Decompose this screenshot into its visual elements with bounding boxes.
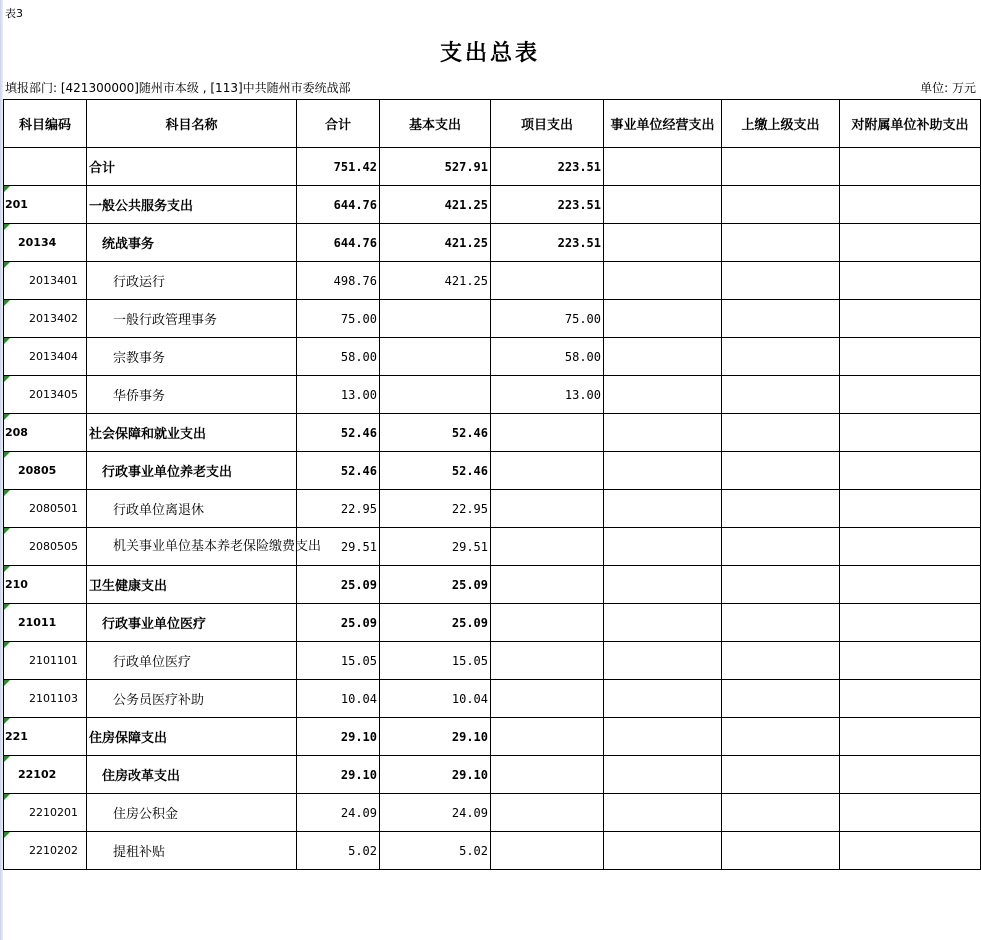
cell-project [491,452,604,490]
cell-subsidy [840,148,981,186]
cell-flag-marker [4,376,10,382]
cell-upper [722,718,840,756]
cell-code [4,186,87,224]
cell-upper [722,338,840,376]
cell-subsidy [840,528,981,566]
cell-total: 498.76 [297,262,380,300]
cell-basic [380,338,491,376]
table-row [4,338,981,376]
cell-project: 223.51 [491,148,604,186]
cell-business [604,718,722,756]
cell-business [604,262,722,300]
cell-project [491,528,604,566]
cell-name: 公务员医疗补助 [87,680,297,718]
table-row [4,832,981,870]
cell-name: 统战事务 [87,224,297,262]
cell-subsidy [840,794,981,832]
cell-subsidy [840,642,981,680]
cell-flag-marker [4,452,10,458]
table-body [4,148,981,870]
code-text: 20134 [18,236,57,249]
cell-code [4,338,87,376]
cell-business [604,756,722,794]
cell-upper [722,186,840,224]
cell-subsidy [840,186,981,224]
cell-name: 一般公共服务支出 [87,186,297,224]
cell-flag-marker [4,642,10,648]
cell-business [604,186,722,224]
cell-business [604,414,722,452]
cell-total: 29.51 [297,528,380,566]
cell-total: 24.09 [297,794,380,832]
cell-total: 751.42 [297,148,380,186]
code-text: 208 [5,426,28,439]
code-text: 2013401 [29,274,78,287]
cell-upper [722,604,840,642]
cell-name: 住房改革支出 [87,756,297,794]
cell-total: 13.00 [297,376,380,414]
cell-flag-marker [4,794,10,800]
cell-subsidy [840,680,981,718]
cell-name: 卫生健康支出 [87,566,297,604]
cell-business [604,376,722,414]
cell-flag-marker [4,300,10,306]
cell-name: 行政事业单位养老支出 [87,452,297,490]
table-row [4,186,981,224]
table-row [4,642,981,680]
header-name: 科目名称 [87,100,297,148]
cell-subsidy [840,832,981,870]
cell-upper [722,642,840,680]
header-code: 科目编码 [4,100,87,148]
cell-basic: 5.02 [380,832,491,870]
cell-subsidy [840,718,981,756]
cell-business [604,224,722,262]
unit-label: 单位: 万元 [920,81,976,95]
cell-upper [722,490,840,528]
table-row [4,528,981,566]
cell-flag-marker [4,224,10,230]
cell-code [4,832,87,870]
cell-upper [722,376,840,414]
cell-business [604,490,722,528]
cell-upper [722,262,840,300]
cell-basic: 421.25 [380,186,491,224]
cell-basic: 421.25 [380,262,491,300]
cell-basic: 527.91 [380,148,491,186]
cell-project [491,642,604,680]
cell-project: 223.51 [491,224,604,262]
cell-subsidy [840,300,981,338]
code-text: 2101101 [29,654,78,667]
cell-business [604,832,722,870]
header-basic: 基本支出 [380,100,491,148]
table-row [4,604,981,642]
cell-basic: 10.04 [380,680,491,718]
table-row [4,794,981,832]
cell-basic: 15.05 [380,642,491,680]
code-text: 201 [5,198,28,211]
cell-total: 25.09 [297,566,380,604]
cell-project [491,794,604,832]
header-business: 事业单位经营支出 [604,100,722,148]
cell-basic [380,300,491,338]
cell-flag-marker [4,414,10,420]
cell-name: 行政运行 [87,262,297,300]
cell-name: 住房公积金 [87,794,297,832]
cell-name: 合计 [87,148,297,186]
cell-project [491,414,604,452]
code-text: 2080501 [29,502,78,515]
cell-project: 223.51 [491,186,604,224]
code-text: 2013404 [29,350,78,363]
cell-project [491,604,604,642]
cell-business [604,300,722,338]
code-text: 2210202 [29,844,78,857]
cell-subsidy [840,376,981,414]
cell-code [4,718,87,756]
cell-basic: 24.09 [380,794,491,832]
cell-basic: 22.95 [380,490,491,528]
cell-flag-marker [4,338,10,344]
page-title: 支出总表 [439,40,540,66]
cell-name: 机关事业单位基本养老保险缴费支出 [87,528,297,566]
cell-project [491,756,604,794]
cell-name: 行政单位医疗 [87,642,297,680]
code-text: 21011 [18,616,57,629]
code-text: 2013405 [29,388,78,401]
table-row [4,262,981,300]
code-text: 210 [5,578,28,591]
cell-business [604,566,722,604]
cell-business [604,794,722,832]
cell-subsidy [840,452,981,490]
cell-subsidy [840,224,981,262]
code-text: 221 [5,730,28,743]
code-text: 2013402 [29,312,78,325]
cell-flag-marker [4,186,10,192]
cell-project [491,262,604,300]
cell-project: 75.00 [491,300,604,338]
cell-name: 行政单位离退休 [87,490,297,528]
cell-upper [722,300,840,338]
cell-name: 住房保障支出 [87,718,297,756]
cell-code [4,300,87,338]
cell-subsidy [840,262,981,300]
cell-name: 华侨事务 [87,376,297,414]
cell-flag-marker [4,262,10,268]
cell-flag-marker [4,566,10,572]
table-row [4,300,981,338]
cell-code [4,528,87,566]
cell-code [4,680,87,718]
cell-code [4,794,87,832]
cell-subsidy [840,338,981,376]
total-row [4,148,981,186]
header-row [4,100,981,148]
table-row [4,224,981,262]
cell-code [4,414,87,452]
cell-subsidy [840,490,981,528]
cell-project [491,832,604,870]
cell-upper [722,566,840,604]
cell-basic: 52.46 [380,414,491,452]
table-row [4,680,981,718]
cell-upper [722,528,840,566]
cell-flag-marker [4,604,10,610]
cell-total: 644.76 [297,224,380,262]
code-text: 2101103 [29,692,78,705]
cell-business [604,528,722,566]
cell-flag-marker [4,756,10,762]
cell-total: 58.00 [297,338,380,376]
sheet-tag: 表3 [5,7,23,20]
cell-total: 75.00 [297,300,380,338]
table-row [4,490,981,528]
cell-code [4,490,87,528]
cell-upper [722,414,840,452]
cell-subsidy [840,756,981,794]
cell-total: 5.02 [297,832,380,870]
cell-total: 52.46 [297,414,380,452]
cell-business [604,642,722,680]
cell-total: 10.04 [297,680,380,718]
header-total: 合计 [297,100,380,148]
cell-total: 644.76 [297,186,380,224]
cell-project [491,566,604,604]
cell-name: 行政事业单位医疗 [87,604,297,642]
expenditure-table [3,99,981,870]
code-text: 22102 [18,768,57,781]
cell-business [604,680,722,718]
cell-basic: 29.10 [380,756,491,794]
cell-business [604,604,722,642]
meta-row [5,79,976,95]
cell-code [4,756,87,794]
cell-total: 22.95 [297,490,380,528]
cell-basic: 25.09 [380,566,491,604]
filer-label: 填报部门: [421300000]随州市本级 , [113]中共随州市委统战部 [5,81,351,95]
cell-flag-marker [4,528,10,534]
cell-basic: 25.09 [380,604,491,642]
code-text: 20805 [18,464,57,477]
header-upper: 上缴上级支出 [722,100,840,148]
cell-total: 29.10 [297,718,380,756]
cell-flag-marker [4,490,10,496]
cell-flag-marker [4,680,10,686]
table-row [4,566,981,604]
table-row [4,376,981,414]
cell-project: 58.00 [491,338,604,376]
cell-code [4,452,87,490]
cell-flag-marker [4,718,10,724]
table-row [4,756,981,794]
table-row [4,718,981,756]
cell-flag-marker [4,832,10,838]
table-row [4,452,981,490]
cell-code [4,224,87,262]
cell-subsidy [840,566,981,604]
cell-subsidy [840,604,981,642]
header-subsidy: 对附属单位补助支出 [840,100,981,148]
cell-upper [722,680,840,718]
cell-code [4,262,87,300]
cell-code [4,148,87,186]
cell-business [604,148,722,186]
cell-total: 15.05 [297,642,380,680]
cell-project [491,490,604,528]
cell-basic: 29.51 [380,528,491,566]
cell-project [491,718,604,756]
cell-name: 宗教事务 [87,338,297,376]
cell-name: 提租补贴 [87,832,297,870]
cell-upper [722,148,840,186]
cell-project [491,680,604,718]
cell-upper [722,832,840,870]
cell-code [4,566,87,604]
code-text: 2080505 [29,540,78,553]
cell-upper [722,794,840,832]
cell-total: 29.10 [297,756,380,794]
cell-code [4,642,87,680]
cell-subsidy [840,414,981,452]
cell-basic: 29.10 [380,718,491,756]
cell-code [4,376,87,414]
code-text: 2210201 [29,806,78,819]
cell-total: 52.46 [297,452,380,490]
cell-project: 13.00 [491,376,604,414]
table-row [4,414,981,452]
cell-total: 25.09 [297,604,380,642]
cell-upper [722,224,840,262]
cell-basic [380,376,491,414]
header-project: 项目支出 [491,100,604,148]
cell-name: 社会保障和就业支出 [87,414,297,452]
cell-upper [722,756,840,794]
cell-business [604,338,722,376]
cell-name: 一般行政管理事务 [87,300,297,338]
cell-business [604,452,722,490]
cell-basic: 421.25 [380,224,491,262]
cell-upper [722,452,840,490]
cell-code [4,604,87,642]
cell-basic: 52.46 [380,452,491,490]
